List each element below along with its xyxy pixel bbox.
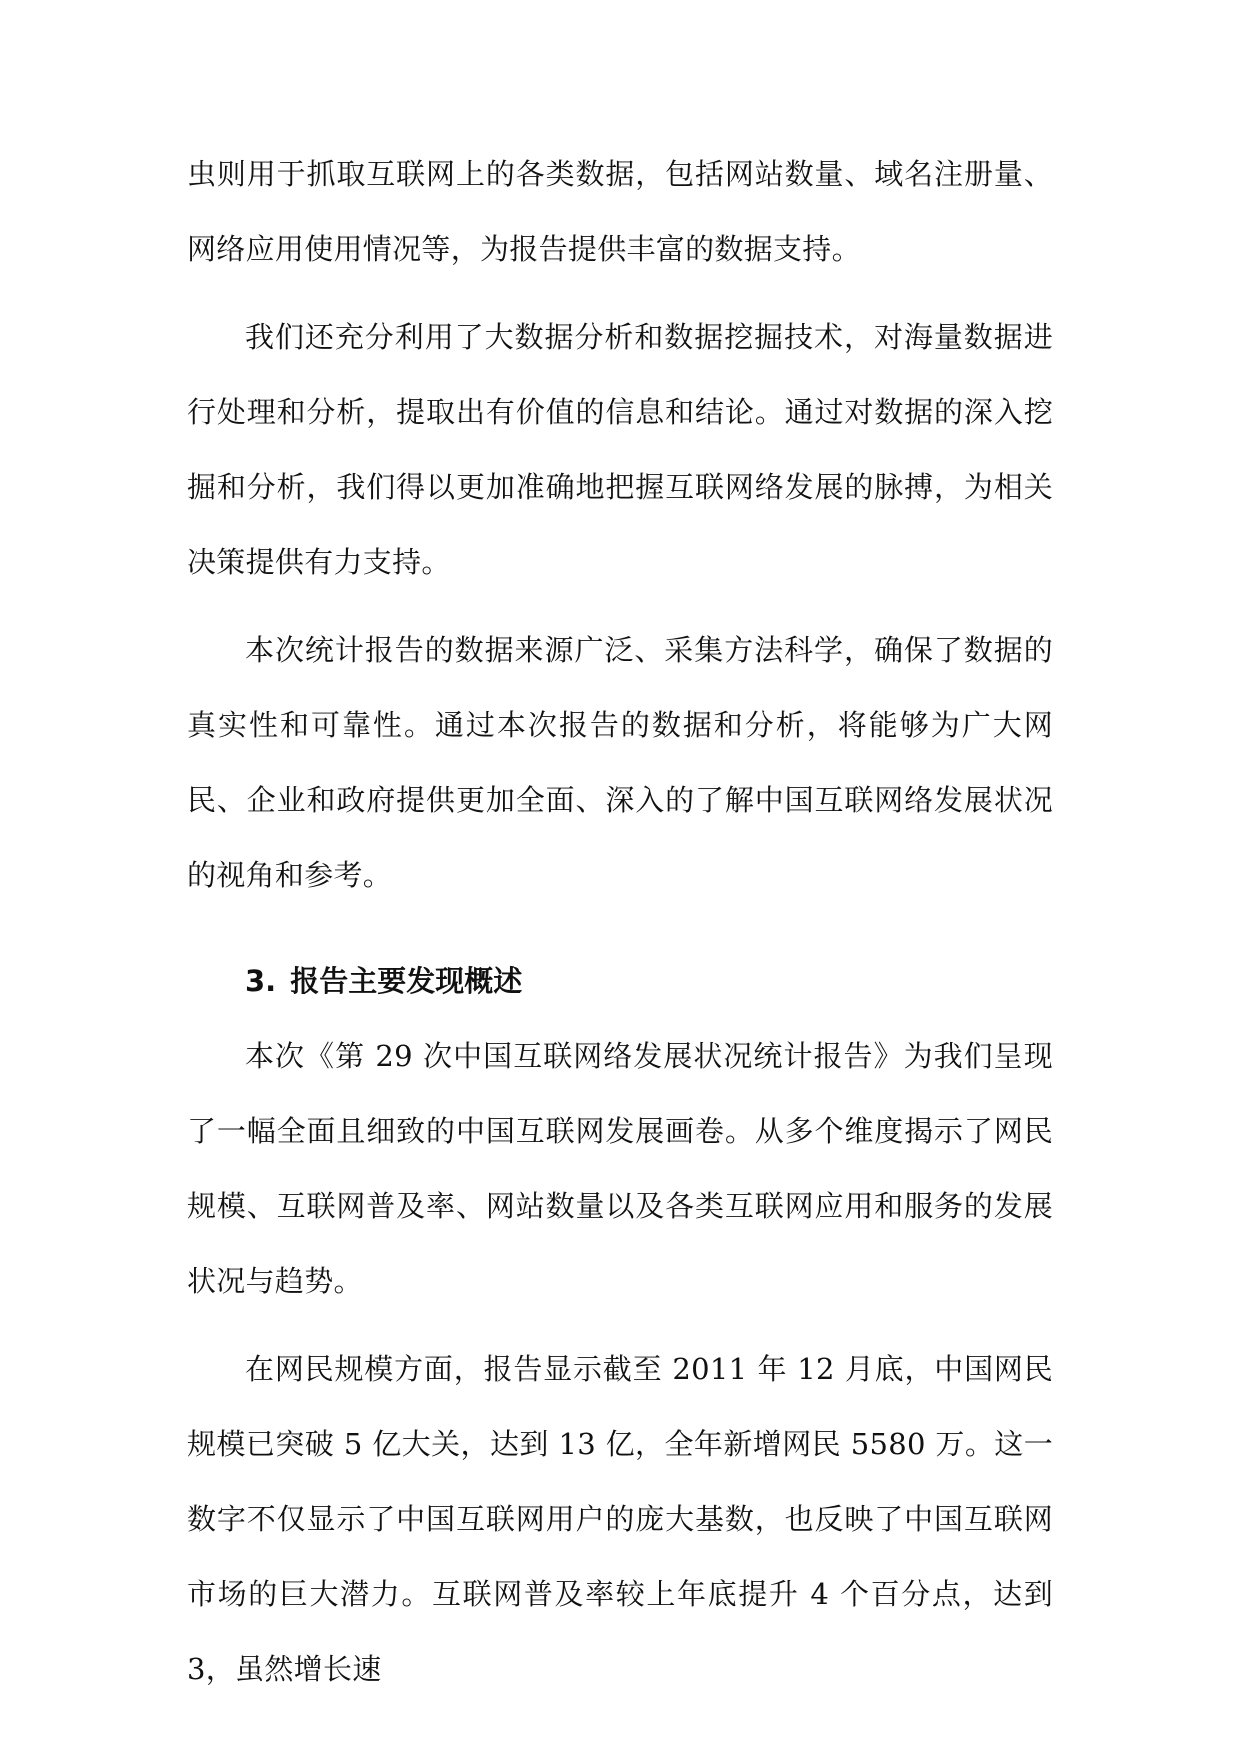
paragraph-report-overview: 本次《第 29 次中国互联网络发展状况统计报告》为我们呈现了一幅全面且细致的中国互联网发展画卷。从多个维度揭示了网民规模、互联网普及率、网站数量以及各类互联网应用和服务的发展状况与趋势。 <box>187 1039 1053 1298</box>
section-title: 报告主要发现概述 <box>290 964 523 998</box>
section-number: 3. <box>245 964 277 998</box>
paragraph-data-reliability: 本次统计报告的数据来源广泛、采集方法科学，确保了数据的真实性和可靠性。通过本次报告的数据和分析，将能够为广大网民、企业和政府提供更加全面、深入的了解中国互联网络发展状况的视角和参考。 <box>187 633 1053 892</box>
page-content <box>187 137 1053 1707</box>
paragraph-data-analysis: 我们还充分利用了大数据分析和数据挖掘技术，对海量数据进行处理和分析，提取出有价值的信息和结论。通过对数据的深入挖掘和分析，我们得以更加准确地把握互联网络发展的脉搏，为相关决策提供有力支持。 <box>187 320 1053 579</box>
paragraph-continuation: 虫则用于抓取互联网上的各类数据，包括网站数量、域名注册量、网络应用使用情况等，为报告提供丰富的数据支持。 <box>187 157 1053 266</box>
paragraph-netizen-scale: 在网民规模方面，报告显示截至 2011 年 12 月底，中国网民规模已突破 5 亿大关，达到 13 亿，全年新增网民 5580 万。这一数字不仅显示了中国互联网用户的庞大基数，也反映了中国互联网市场的巨大潜力。互联网普及率较上年底提升 4 个百分点，达到 3，虽然增长速 <box>187 1352 1053 1686</box>
section-heading <box>245 944 1053 1019</box>
